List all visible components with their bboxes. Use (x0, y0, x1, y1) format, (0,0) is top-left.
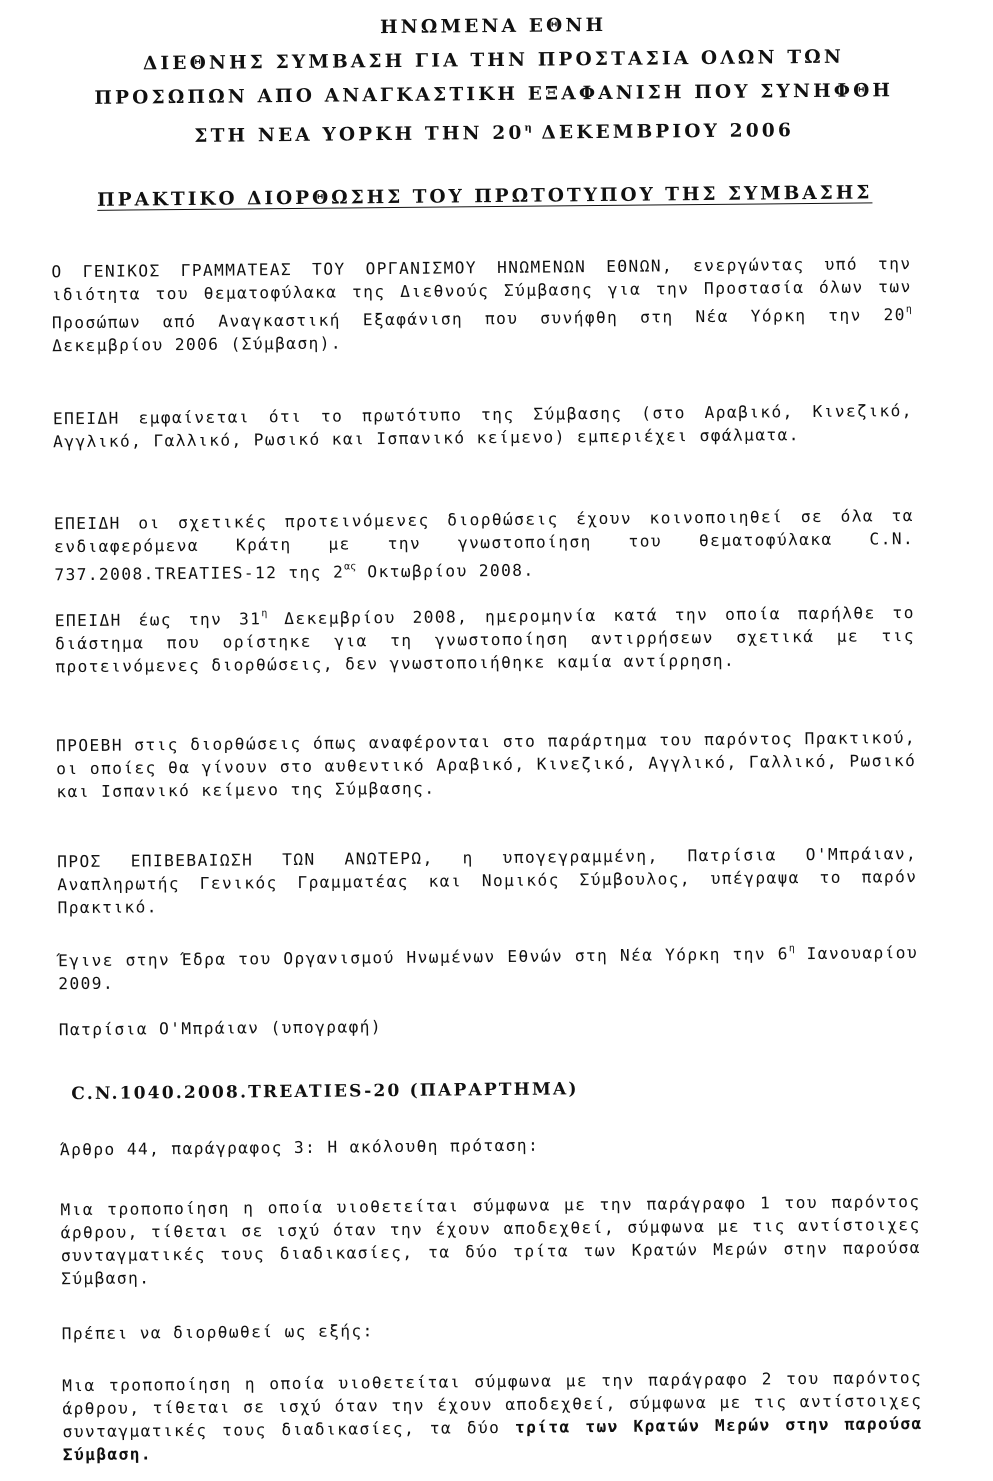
document-title: ΠΡΑΚΤΙΚΟ ΔΙΟΡΘΩΣΗΣ ΤΟΥ ΠΡΩΤΟΤΥΠΟΥ ΤΗΣ ΣΥΜΒΑΣΗΣ (97, 182, 873, 211)
paragraph-whereas-errors: ΕΠΕΙΔΗ εμφαίνεται ότι το πρωτότυπο της Σύμβασης (στο Αραβικό, Κινεζικό, Αγγλικό, Γαλλικό, Ρωσικό και Ισπανικό κείμενο) εμπεριέχει σφάλματα. (52, 401, 913, 452)
header-date-month: ΔΕΚΕΜΒΡΙΟΥ 2006 (531, 120, 795, 144)
paragraph-3-text-end: Οκτωβρίου 2008. (356, 560, 535, 582)
paragraph-in-witness: ΠΡΟΣ ΕΠΙΒΕΒΑΙΩΣΗ ΤΩΝ ΑΝΩΤΕΡΩ, η υπογεγραμμένη, Πατρίσια Ο'Μπράιαν, Αναπληρωτής Γενικός Γραμματέας και Νομικός Σύμβουλος, υπέγραψα το παρόν Πρακτικό. (57, 844, 918, 918)
paragraph-done-at (58, 936, 918, 995)
paragraph-7-text-end: Ιανουαρίου 2009. (58, 942, 919, 994)
paragraph-whereas-notified (54, 504, 915, 586)
header-line-2: ΔΙΕΘΝΗΣ ΣΥΜΒΑΣΗ ΓΙΑ ΤΗΝ ΠΡΟΣΤΑΣΙΑ ΟΛΩΝ ΤΩΝ (142, 46, 845, 75)
paragraph-4-text-end: Δεκεμβρίου 2008, ημερομηνία κατά την οποία παρήλθε το διάστημα που ορίστηκε για τη γνωστοποίηση αντιρρήσεων σχετικά με τις προτεινόμενες διορθώσεις, δεν γνωστοποιήθηκε καμία αντίρρηση. (54, 603, 916, 677)
paragraph-3-text: ΕΠΕΙΔΗ οι σχετικές προτεινόμενες διορθώσεις έχουν κοινοποιηθεί σε όλα τα ενδιαφερόμενα Κράτη με την γνωστοποίηση του θεματοφύλακα C.N. 737.2008.TREATIES-12 της 2 (53, 506, 915, 585)
paragraph-4-sup: η (261, 608, 268, 620)
paragraph-1-text: Ο ΓΕΝΙΚΟΣ ΓΡΑΜΜΑΤΕΑΣ ΤΟΥ ΟΡΓΑΝΙΣΜΟΥ ΗΝΩΜΕΝΩΝ ΕΘΝΩΝ, ενεργώντας υπό την ιδιότητα του θεματοφύλακα της Διεθνούς Σύμβασης για την Προστασία όλων των Προσώπων από Αναγκαστική Εξαφάνιση που συνήφθη στη Νέα Υόρκη την 20 (51, 254, 912, 333)
header-line-1: ΗΝΩΜΕΝΑ ΕΘΝΗ (379, 14, 607, 39)
paragraph-1-text-end: Δεκεμβρίου 2006 (Σύμβαση). (52, 333, 343, 356)
paragraph-1-sup: η (905, 304, 912, 316)
article-reference: Άρθρο 44, παράγραφος 3: Η ακόλουθη πρόταση: (59, 1135, 540, 1160)
paragraph-whereas-no-objection (55, 596, 916, 678)
paragraph-3-sup: ας (344, 561, 357, 573)
paragraph-7-text: Έγινε στην Έδρα του Οργανισμού Ηνωμένων Εθνών στη Νέα Υόρκη την 6 (58, 944, 789, 971)
paragraph-4-text: ΕΠΕΙΔΗ έως την 31 (54, 609, 262, 631)
corrected-sentence (62, 1366, 923, 1466)
corrected-sentence-text: Μια τροποποίηση η οποία υιοθετείται σύμφωνα με την παράγραφο 2 του παρόντος άρθρου, τίθεται σε ισχύ όταν την έχουν αποδεχθεί, σύμφωνα με τις αντίστοιχες συνταγματικές τους διαδικασίες, τα δύο (62, 1367, 923, 1442)
header-date-sup: η (524, 122, 532, 134)
correction-heading: Πρέπει να διορθωθεί ως εξής: (61, 1321, 374, 1344)
original-sentence: Μια τροποποίηση η οποία υιοθετείται σύμφωνα με την παράγραφο 1 του παρόντος άρθρου, τίθεται σε ισχύ όταν την έχουν αποδεχθεί, σύμφωνα με τις αντίστοιχες συνταγματικές τους διαδικασίες, τα δύο τρίτα των Κρατών Μερών στην παρούσα Σύμβαση. (60, 1191, 921, 1289)
paragraph-proceeded: ΠΡΟΕΒΗ στις διορθώσεις όπως αναφέρονται στο παράρτημα του παρόντος Πρακτικού, οι οποίες θα γίνουν στο αυθεντικό Αραβικό, Κινεζικό, Αγγλικό, Γαλλικό, Ρωσικό και Ισπανικό κείμενο της Σύμβασης. (55, 728, 917, 802)
signature-line: Πατρίσια Ο'Μπράιαν (υπογραφή) (58, 1017, 383, 1040)
paragraph-secretary-general (51, 252, 912, 357)
header-line-3: ΠΡΟΣΩΠΩΝ ΑΠΟ ΑΝΑΓΚΑΣΤΙΚΗ ΕΞΑΦΑΝΙΣΗ ΠΟΥ ΣΥΝΗΦΘΗ (94, 80, 894, 109)
document-header (53, 6, 934, 150)
paragraph-7-sup: η (788, 943, 795, 955)
annex-reference: C.N.1040.2008.TREATIES-20 (ΠΑΡΑΡΤΗΜΑ) (71, 1079, 579, 1105)
corrected-sentence-bold: τρίτα των Κρατών Μερών στην παρούσα Σύμβαση. (62, 1413, 923, 1465)
header-date-text: ΣΤΗ ΝΕΑ ΥΟΡΚΗ ΤΗΝ 20 (194, 122, 525, 147)
